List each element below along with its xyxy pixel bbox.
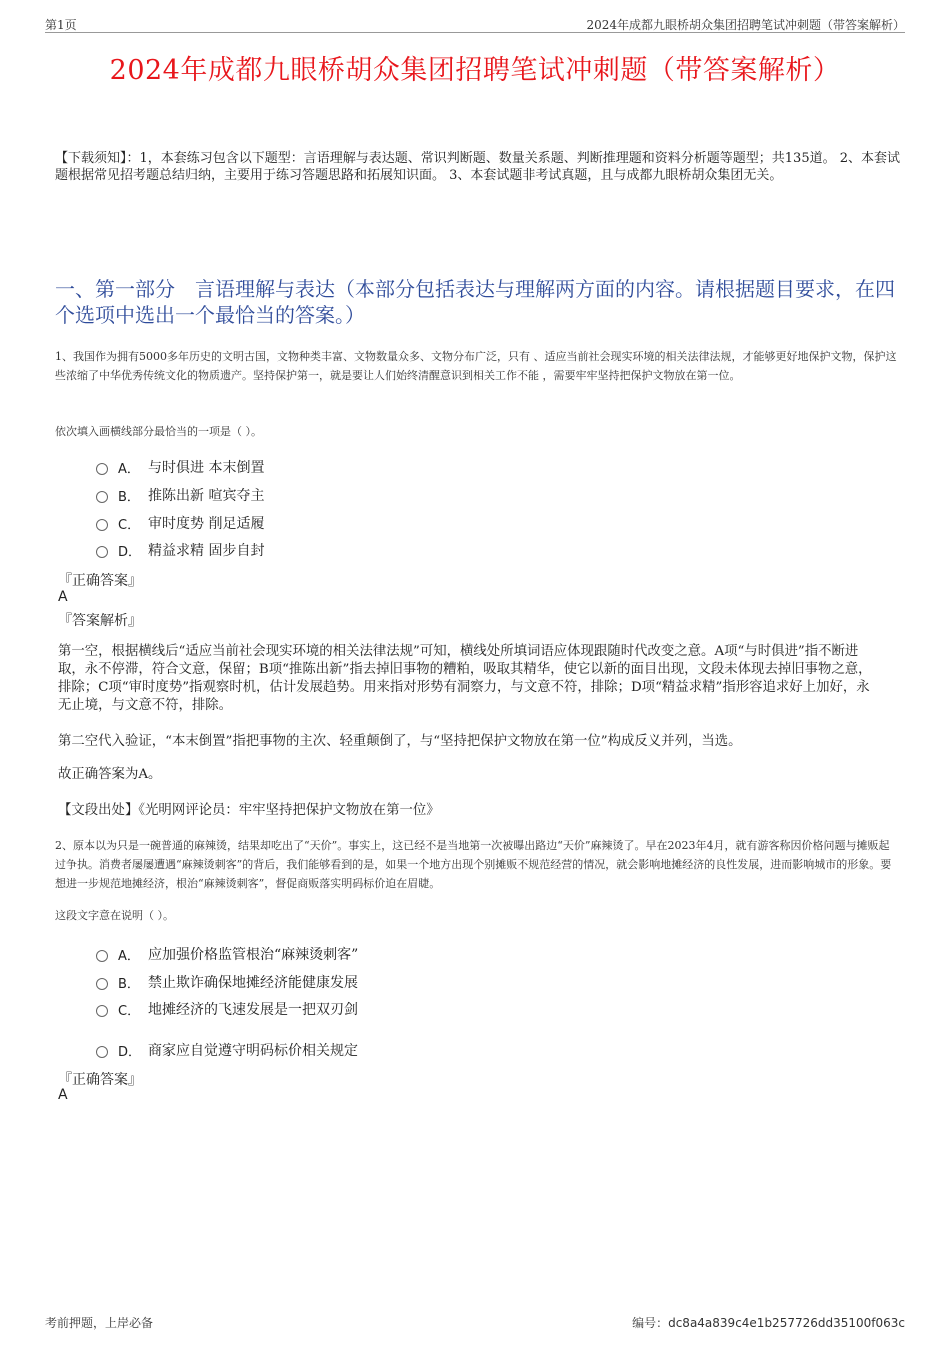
radio-icon[interactable] — [96, 978, 108, 990]
question-1-prompt: 依次填入画横线部分最恰当的一项是（ ）。 — [55, 425, 262, 438]
page-title: 2024年成都九眼桥胡众集团招聘笔试冲刺题（带答案解析） — [109, 55, 841, 86]
q1-analysis-paragraph: 第一空，根据横线后“适应当前社会现实环境的相关法律法规”可知，横线处所填词语应体现跟随时代改变之意。A项“与时俱进”指不断进取，永不停滞，符合文意，保留；B项“推陈出新”指去掉旧事物的糟粕，吸取其精华，使它以新的面目出现，文段未体现去掉旧事物之意，排除；C项“审时度势”指观察时机，估计发展趋势。用来指对形势有洞察力，与文意不符，排除；D项“精益求精”指形容追求好上加好，永无止境，与文意不符，排除。 — [58, 644, 872, 713]
option-letter: C． — [118, 1003, 141, 1019]
radio-icon[interactable] — [96, 519, 108, 531]
question-2-text: 2、原本以为只是一碗普通的麻辣烫，结果却吃出了“天价”。事实上，这已经不是当地第一次被曝出路边“天价”麻辣烫了。早在2023年4月，就有游客称因价格问题与摊贩起过争执。消费者屡屡遭遇“麻辣烫刺客”的背后，我们能够看到的是，如果一个地方出现个别摊贩不规范经营的情况，就会影响地摊经济的良性发展，进而影响城市的形象。要想进一步规范地摊经济，根治“麻辣烫刺客”，督促商贩落实明码标价迫在眉睫。 — [55, 839, 892, 890]
option-text: 与时俱进 本末倒置 — [148, 460, 265, 476]
footer-code — [632, 1314, 905, 1331]
radio-icon[interactable] — [96, 1005, 108, 1017]
q2-answer: A — [58, 1087, 68, 1103]
option-text: 审时度势 削足适履 — [148, 516, 265, 532]
radio-icon[interactable] — [96, 950, 108, 962]
q2-answer-label: 『正确答案』 — [58, 1072, 142, 1088]
page-number: 第1页 — [45, 18, 77, 32]
footer-code-label: 编号： — [632, 1316, 669, 1330]
option-text: 禁止欺诈确保地摊经济能健康发展 — [148, 975, 358, 991]
option-letter: C． — [118, 517, 141, 533]
option-text: 应加强价格监管根治“麻辣烫刺客” — [148, 947, 359, 963]
option-letter: B． — [118, 976, 140, 992]
q1-analysis-label: 『答案解析』 — [58, 613, 142, 629]
q1-option-a[interactable] — [96, 457, 264, 477]
radio-icon[interactable] — [96, 1046, 108, 1058]
q1-answer-label: 『正确答案』 — [58, 573, 142, 589]
footer-slogan: 考前押题，上岸必备 — [45, 1316, 154, 1330]
option-letter: A． — [118, 461, 140, 477]
header-doc-title: 2024年成都九眼桥胡众集团招聘笔试冲刺题（带答案解析） — [586, 18, 905, 32]
section-heading: 一、第一部分 言语理解与表达（本部分包括表达与理解两方面的内容。请根据题目要求，在四个选项中选出一个最恰当的答案。） — [55, 277, 895, 327]
option-text: 精益求精 固步自封 — [148, 543, 265, 559]
radio-icon[interactable] — [96, 491, 108, 503]
q1-answer: A — [58, 589, 68, 605]
q1-analysis-paragraph: 第二空代入验证，“本末倒置”指把事物的主次、轻重颠倒了，与“坚持把保护文物放在第一位”构成反义并列，当选。 — [58, 734, 742, 749]
q2-option-a[interactable] — [96, 944, 358, 964]
q1-option-b[interactable] — [96, 485, 264, 505]
option-letter: B． — [118, 489, 140, 505]
radio-icon[interactable] — [96, 546, 108, 558]
q1-source: 【文段出处】《光明网评论员：牢牢坚持把保护文物放在第一位》 — [58, 803, 440, 818]
q1-option-d[interactable] — [96, 540, 264, 560]
radio-icon[interactable] — [96, 463, 108, 475]
question-1-text: 1、我国作为拥有5000多年历史的文明古国，文物种类丰富、文物数量众多、文物分布广泛，只有 、适应当前社会现实环境的相关法律法规，才能够更好地保护文物，保护这些浓缩了中华优秀传统文化的物质遗产。坚持保护第一，就是要让人们始终清醒意识到相关工作不能 ，需要牢牢坚持把保护文物放在第一位。 — [55, 350, 897, 382]
option-text: 地摊经济的飞速发展是一把双刃剑 — [148, 1002, 358, 1018]
q1-analysis-paragraph: 故正确答案为A。 — [58, 767, 162, 782]
download-notice: 【下载须知】：1，本套练习包含以下题型：言语理解与表达题、常识判断题、数量关系题、判断推理题和资料分析题等题型；共135道。 2、本套试题根据常见招考题总结归纳，主要用于练习答题思路和拓展知识面。 3、本套试题非考试真题，且与成都九眼桥胡众集团无关。 — [55, 151, 900, 183]
question-2-prompt: 这段文字意在说明（ ）。 — [55, 909, 174, 922]
q2-option-c[interactable] — [96, 999, 358, 1019]
footer-code-value: dc8a4a839c4e1b257726dd35100f063c — [668, 1316, 905, 1330]
option-letter: D． — [118, 544, 142, 560]
q2-option-d[interactable] — [96, 1040, 358, 1060]
option-text: 推陈出新 喧宾夺主 — [148, 488, 265, 504]
q2-option-b[interactable] — [96, 972, 358, 992]
option-letter: A． — [118, 948, 140, 964]
page-header — [45, 10, 905, 33]
option-letter: D． — [118, 1044, 142, 1060]
option-text: 商家应自觉遵守明码标价相关规定 — [148, 1043, 358, 1059]
q1-option-c[interactable] — [96, 513, 264, 533]
